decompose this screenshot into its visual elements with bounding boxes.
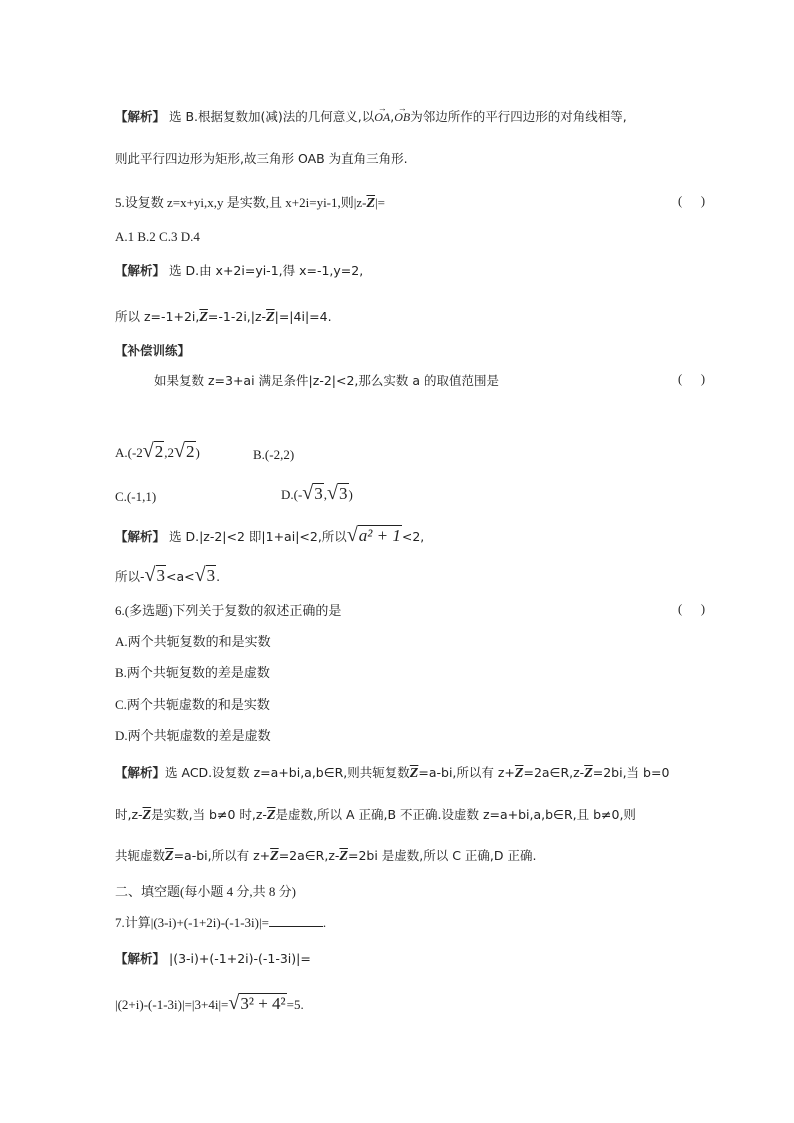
q6-option-b: B.两个共轭复数的差是虚数 xyxy=(115,665,270,680)
q6-a1-mid1: =a-bi,所以有 z+ xyxy=(418,765,515,780)
sqrt-icon: √ xyxy=(174,440,186,462)
q5-analysis xyxy=(115,262,363,280)
q6-a1-pre: 选 ACD.设复数 z=a+bi,a,b∈R,则共轭复数 xyxy=(165,765,410,780)
radicand: 3 xyxy=(339,484,348,503)
q7-analysis xyxy=(115,950,311,968)
radicand: a² + 1 xyxy=(358,526,401,545)
q5-l2-post: |=|4i|=4. xyxy=(274,309,332,324)
conj-z: $\overline{Z}$ xyxy=(199,310,208,325)
opt-d-pre: D.(- xyxy=(281,487,303,502)
conj-z: $\overline{Z}$ xyxy=(142,808,152,823)
q7-analysis-line2 xyxy=(115,994,304,1014)
vector-ob: → OB xyxy=(394,108,410,126)
conj-z: $\overline{Z}$ xyxy=(366,196,376,211)
q6-stem: 6.(多选题)下列关于复数的叙述正确的是 xyxy=(115,603,342,618)
radicand: 3² + 4² xyxy=(240,994,286,1013)
sqrt-icon: √ xyxy=(142,440,154,462)
supp-answer-bracket: ( ) xyxy=(678,372,706,386)
supp-title: 【补偿训练】 xyxy=(115,343,191,358)
sqrt-icon: √ xyxy=(144,564,156,586)
analysis-tag: 【解析】 xyxy=(115,765,166,780)
q6-answer-bracket: ( ) xyxy=(678,602,706,616)
opt-a-pre: A.(-2 xyxy=(115,445,143,460)
conj-z: $\overline{Z}$ xyxy=(584,766,593,781)
sqrt-icon: √ xyxy=(194,564,206,586)
supp-l2-mid: <a< xyxy=(166,569,195,584)
sqrt-icon: √ xyxy=(346,524,358,546)
opt-a-mid: ,2 xyxy=(164,445,175,460)
q6-a3-pre: 共轭虚数 xyxy=(115,848,166,863)
q5-answer-bracket: ( ) xyxy=(678,194,706,208)
q7-l2-post: =5. xyxy=(286,997,304,1012)
q6-analysis-line2 xyxy=(115,806,636,825)
conj-z: $\overline{Z}$ xyxy=(409,766,419,781)
section-title: 二、填空题(每小题 4 分,共 8 分) xyxy=(115,884,296,899)
q7-stem-text: 7.计算|(3-i)+(-1+2i)-(-1-3i)|= xyxy=(115,915,269,930)
q7-stem-end: . xyxy=(322,915,327,930)
conj-z: $\overline{Z}$ xyxy=(266,808,276,823)
q5-stem-pre: 5.设复数 z=x+yi,x,y 是实数,且 x+2i=yi-1,则|z- xyxy=(115,195,367,210)
supp-option-c: C.(-1,1) xyxy=(115,489,157,504)
q6-option-a: A.两个共轭复数的和是实数 xyxy=(115,634,271,649)
opt-d-post: ) xyxy=(348,487,353,502)
q6-a2-post: 是虚数,所以 A 正确,B 不正确.设虚数 z=a+bi,a,b∈R,且 b≠0,则 xyxy=(275,807,636,822)
q5-l2-mid: =-1-2i,|z- xyxy=(207,309,267,324)
supp-analysis-pre: 选 D.|z-2|<2 即|1+ai|<2,所以 xyxy=(169,529,347,544)
q6-a3-post: =2bi 是虚数,所以 C 正确,D 正确. xyxy=(347,848,537,863)
radicand: 3 xyxy=(206,566,216,585)
q6-a3-mid1: =a-bi,所以有 z+ xyxy=(173,848,271,863)
supp-analysis xyxy=(115,526,424,546)
q6-a3-mid2: =2a∈R,z- xyxy=(278,848,340,863)
opt-d-mid: , xyxy=(323,487,328,502)
supp-l2-post: . xyxy=(216,569,221,584)
q5-stem xyxy=(115,194,385,213)
q5-stem-post: |= xyxy=(375,195,385,210)
q7-l2-pre: |(2+i)-(-1-3i)|=|3+4i|= xyxy=(115,997,229,1012)
answer-blank[interactable] xyxy=(269,914,323,927)
q4-analysis-text-post: 为邻边所作的平行四边形的对角线相等, xyxy=(410,109,627,124)
q4-analysis-line2: 则此平行四边形为矩形,故三角形 OAB 为直角三角形. xyxy=(115,151,408,166)
q6-analysis-line3 xyxy=(115,847,536,866)
supp-analysis-post: <2, xyxy=(401,529,425,544)
q5-l2-pre: 所以 z=-1+2i, xyxy=(115,309,200,324)
conj-z: $\overline{Z}$ xyxy=(270,849,279,864)
opt-a-post: ) xyxy=(195,445,200,460)
analysis-tag: 【解析】 xyxy=(115,263,166,278)
q6-option-d: D.两个共轭虚数的差是虚数 xyxy=(115,728,271,743)
q5-options: A.1 B.2 C.3 D.4 xyxy=(115,229,200,244)
radicand: 2 xyxy=(186,442,195,461)
radicand: 3 xyxy=(156,566,165,585)
radicand: 2 xyxy=(154,442,164,461)
conj-z: $\overline{Z}$ xyxy=(266,310,275,325)
sqrt-icon: √ xyxy=(327,482,339,504)
conj-z: $\overline{Z}$ xyxy=(165,849,174,864)
radicand: 3 xyxy=(314,484,323,503)
q5-analysis-text: 选 D.由 x+2i=yi-1,得 x=-1,y=2, xyxy=(169,263,364,278)
vector-oa: → OA xyxy=(374,108,390,126)
q6-a2-pre: 时,z- xyxy=(115,807,143,822)
supp-stem: 如果复数 z=3+ai 满足条件|z-2|<2,那么实数 a 的取值范围是 xyxy=(154,373,499,388)
q4-analysis-line1: 【解析】 选 B.根据复数加(减)法的几何意义,以→ OA,→ OB为邻边所作的平行四边形的对角线相等, xyxy=(115,108,627,126)
q6-option-c: C.两个共轭虚数的和是实数 xyxy=(115,697,270,712)
q6-analysis-line1 xyxy=(115,764,669,783)
sqrt-icon: √ xyxy=(228,992,240,1014)
supp-option-d xyxy=(281,484,353,504)
q5-analysis-line2 xyxy=(115,308,332,327)
analysis-tag: 【解析】 xyxy=(115,109,166,124)
conj-z: $\overline{Z}$ xyxy=(339,849,348,864)
analysis-tag: 【解析】 xyxy=(115,529,166,544)
q6-a2-mid: 是实数,当 b≠0 时,z- xyxy=(151,807,267,822)
q7-stem xyxy=(115,914,326,932)
conj-z: $\overline{Z}$ xyxy=(514,766,524,781)
q6-a1-mid2: =2a∈R,z- xyxy=(523,765,585,780)
q4-analysis-text-pre: 选 B.根据复数加(减)法的几何意义,以 xyxy=(169,109,375,124)
supp-l2-pre: 所以- xyxy=(115,569,145,584)
supp-option-a xyxy=(115,442,200,462)
analysis-tag: 【解析】 xyxy=(115,951,166,966)
sqrt-icon: √ xyxy=(302,482,314,504)
supp-option-b: B.(-2,2) xyxy=(253,447,295,462)
q6-a1-post: =2bi,当 b=0 xyxy=(592,765,670,780)
q7-analysis-text: |(3-i)+(-1+2i)-(-1-3i)|= xyxy=(169,951,311,966)
supp-analysis-line2 xyxy=(115,566,220,586)
